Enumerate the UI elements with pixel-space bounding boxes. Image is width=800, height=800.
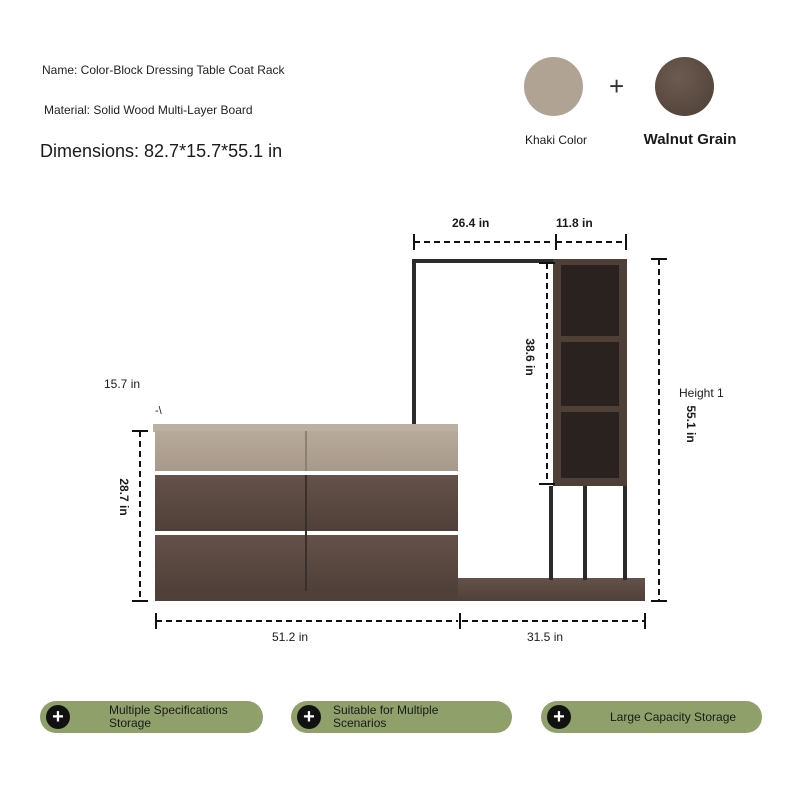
platform-width-label: 31.5 in [527,630,564,644]
khaki-drawer-right [307,431,458,471]
plus-icon: + [609,71,625,101]
dresser-width-label: 51.2 in [272,630,309,644]
depth-label: 15.7 in [104,377,141,391]
rack-leg-mid [583,486,587,580]
feature-label: Suitable for Multiple Scenarios [333,703,439,730]
shelf-cubby-bottom [561,412,619,478]
rack-width-label: 26.4 in [452,216,490,230]
shelf-cubby-top [561,265,619,336]
feature-pill-scenarios [291,701,512,733]
feature-pill-capacity [541,701,762,733]
walnut-drawer-row-1-right [307,475,458,531]
walnut-drawer-row-2-right [307,535,458,591]
rack-leg-right [623,486,627,580]
khaki-drawer-left [155,431,305,471]
product-dimensions: Dimensions: 82.7*15.7*55.1 in [40,141,283,161]
coat-rack-post [412,259,416,431]
khaki-color-label: Khaki Color [524,133,588,147]
dresser-top [153,424,458,432]
dresser-plinth [155,591,458,601]
plus-circle-icon: + [46,705,70,729]
plus-circle-icon: + [547,705,571,729]
height-label: Height 1 [679,386,724,400]
product-name: Name: Color-Block Dressing Table Coat Rack [42,63,285,77]
walnut-drawer-row-2-left [155,535,305,591]
feature-label: Large Capacity Storage [610,709,737,724]
shelf-width-label: 11.8 in [556,216,593,230]
drawer-gap [305,475,307,591]
product-material: Material: Solid Wood Multi-Layer Board [44,103,253,117]
khaki-drawer-gap [305,431,307,471]
rack-height-label: 38.6 in [523,338,537,376]
stray-mark: -\ [155,405,162,417]
shelf-cubby-mid [561,342,619,406]
walnut-drawer-row-1-left [155,475,305,531]
dresser-height-label: 28.7 in [117,478,131,516]
coat-rack-bar [412,259,556,263]
rack-leg-left [549,486,553,580]
total-height-label: 55.1 in [684,405,698,443]
feature-label: Multiple Specifications Storage [109,703,228,730]
plus-circle-icon: + [297,705,321,729]
feature-pill-storage [40,701,263,733]
walnut-grain-label: Walnut Grain [643,131,737,148]
